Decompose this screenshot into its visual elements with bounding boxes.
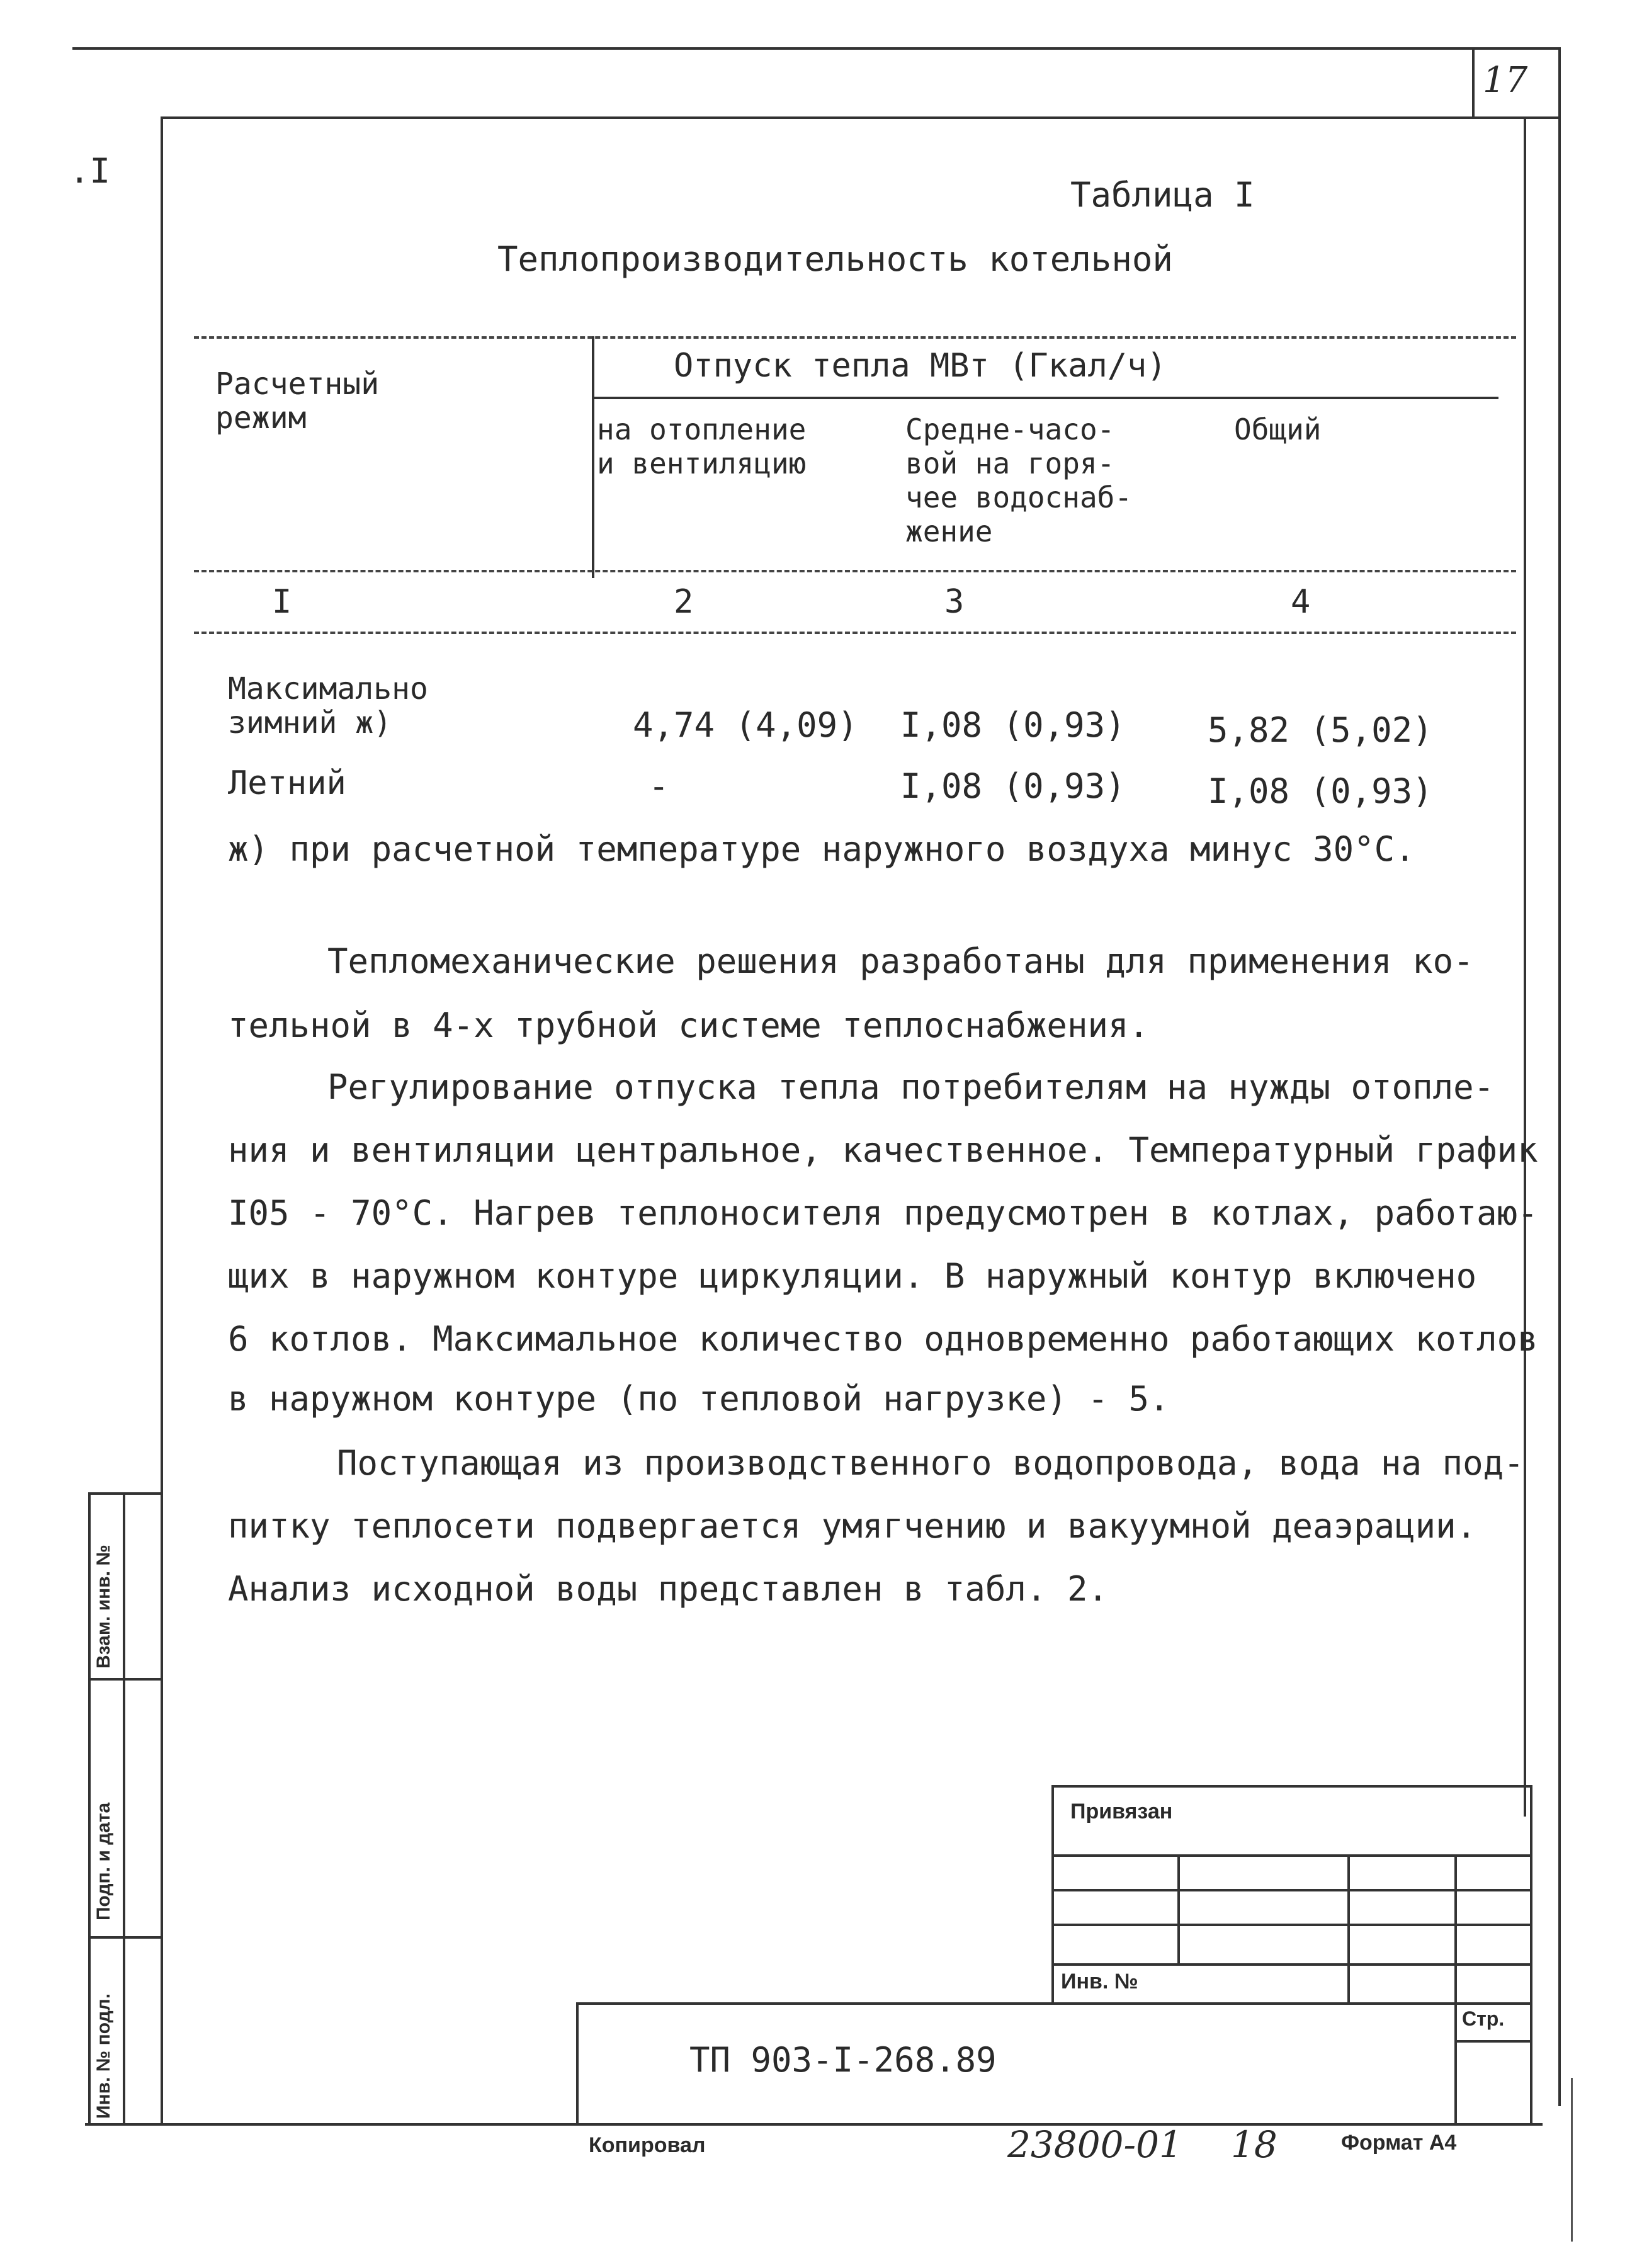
header-heat-supply: Отпуск тепла МВт (Гкал/ч) bbox=[674, 347, 1167, 385]
margin-mark: .I bbox=[69, 151, 111, 191]
row-mode-winter: Максимально зимний ж) bbox=[228, 671, 428, 740]
title-block-row-1 bbox=[1051, 1854, 1530, 1857]
title-block-left bbox=[1051, 1785, 1054, 2002]
inner-top-border bbox=[161, 116, 1558, 119]
body-line-8: в наружном контуре (по тепловой нагрузке) - 5. bbox=[228, 1379, 1170, 1419]
page-cell-divider bbox=[1454, 2040, 1530, 2043]
side-label-inv-orig: Инв. № подл. bbox=[93, 1993, 114, 2119]
col-number-2: 2 bbox=[674, 583, 694, 621]
table-top-rule bbox=[194, 336, 1516, 339]
title-block-col-2 bbox=[1347, 1854, 1350, 2002]
title-block-col-1 bbox=[1177, 1854, 1180, 1963]
row-summer-total: I,08 (0,93) bbox=[1208, 771, 1433, 811]
col-number-4: 4 bbox=[1291, 583, 1311, 621]
header-calc-mode: Расчетный режим bbox=[215, 366, 380, 436]
body-line-1: Тепломеханические решения разработаны для применения ко- bbox=[327, 941, 1474, 981]
side-label-inv-replace: Взам. инв. № bbox=[93, 1545, 114, 1669]
bottom-border bbox=[85, 2123, 1543, 2126]
handwritten-sheet: 18 bbox=[1231, 2123, 1277, 2166]
doc-code: ТП 903-I-268.89 bbox=[689, 2040, 997, 2080]
side-stamp-left bbox=[88, 1492, 91, 2125]
body-line-6: щих в наружном контуре циркуляции. В наружный контур включено bbox=[228, 1256, 1477, 1296]
header-bottom-rule bbox=[194, 570, 1516, 572]
table-title: Теплопроизводительность котельной bbox=[497, 239, 1173, 279]
title-block-row-4 bbox=[1051, 1963, 1530, 1966]
row-winter-heating: 4,74 (4,09) bbox=[633, 705, 858, 745]
copied-label: Копировал bbox=[589, 2133, 706, 2157]
format-label: Формат А4 bbox=[1341, 2131, 1457, 2155]
col-number-3: 3 bbox=[944, 583, 965, 621]
page-number: 17 bbox=[1483, 60, 1528, 101]
doc-box-left bbox=[576, 2002, 579, 2125]
top-border-line bbox=[72, 47, 1558, 50]
outer-right-border bbox=[1558, 47, 1561, 2106]
body-line-9: Поступающая из производственного водопровода, вода на под- bbox=[337, 1443, 1524, 1483]
inv-no-label: Инв. № bbox=[1061, 1970, 1138, 1993]
side-label-sign-date: Подп. и дата bbox=[93, 1802, 114, 1920]
page-label: Стр. bbox=[1462, 2007, 1505, 2030]
side-stamp-top bbox=[88, 1492, 161, 1495]
body-line-2: тельной в 4-х трубной системе теплоснабжения. bbox=[228, 1006, 1149, 1045]
body-line-11: Анализ исходной воды представлен в табл. 2. bbox=[228, 1569, 1108, 1609]
title-block-col-3 bbox=[1454, 1854, 1457, 2125]
handwritten-number: 23800-01 bbox=[1007, 2123, 1182, 2166]
side-stamp-sep-1 bbox=[88, 1678, 161, 1681]
header-heating-ventilation: на отопление и вентиляцию bbox=[597, 412, 807, 480]
page-number-box-left bbox=[1472, 47, 1475, 116]
table-footnote: ж) при расчетной температуре наружного воздуха минус 30°С. bbox=[228, 829, 1415, 869]
header-hot-water: Средне-часо- вой на горя- чее водоснаб- жение bbox=[905, 412, 1133, 548]
body-line-4: ния и вентиляции центральное, качественное. Температурный график bbox=[228, 1130, 1538, 1170]
row-mode-summer: Летний bbox=[228, 764, 346, 802]
body-line-10: питку теплосети подвергается умягчению и вакуумной деаэрации. bbox=[228, 1506, 1477, 1546]
title-block-top bbox=[1051, 1785, 1530, 1788]
col-number-1: I bbox=[272, 583, 292, 621]
row-winter-total: 5,82 (5,02) bbox=[1208, 710, 1433, 750]
attached-label: Привязан bbox=[1070, 1800, 1173, 1823]
header-total: Общий bbox=[1234, 412, 1322, 446]
inner-right-border bbox=[1524, 116, 1526, 1817]
title-block-row-2 bbox=[1051, 1889, 1530, 1891]
body-line-7: 6 котлов. Максимальное количество одновременно работающих котлов bbox=[228, 1319, 1538, 1359]
scan-edge-line bbox=[1571, 2078, 1573, 2242]
body-line-5: I05 - 70°С. Нагрев теплоносителя предусмотрен в котлах, работаю- bbox=[228, 1193, 1538, 1233]
side-stamp-sep-2 bbox=[88, 1936, 161, 1939]
doc-box-top bbox=[576, 2002, 1530, 2005]
title-block-right bbox=[1530, 1785, 1532, 2125]
table-caption: Таблица I bbox=[1070, 175, 1255, 215]
side-stamp-mid bbox=[123, 1492, 125, 2125]
title-block-row-3 bbox=[1051, 1924, 1530, 1926]
row-summer-heating: - bbox=[649, 766, 669, 806]
row-summer-hot-water: I,08 (0,93) bbox=[900, 766, 1126, 806]
col-numbers-bottom-rule bbox=[194, 632, 1516, 634]
group-header-rule bbox=[592, 397, 1498, 399]
row-winter-hot-water: I,08 (0,93) bbox=[900, 705, 1126, 745]
table-col-divider bbox=[592, 336, 594, 578]
body-line-3: Регулирование отпуска тепла потребителям на нужды отопле- bbox=[327, 1067, 1495, 1107]
inner-left-border bbox=[161, 116, 163, 2125]
